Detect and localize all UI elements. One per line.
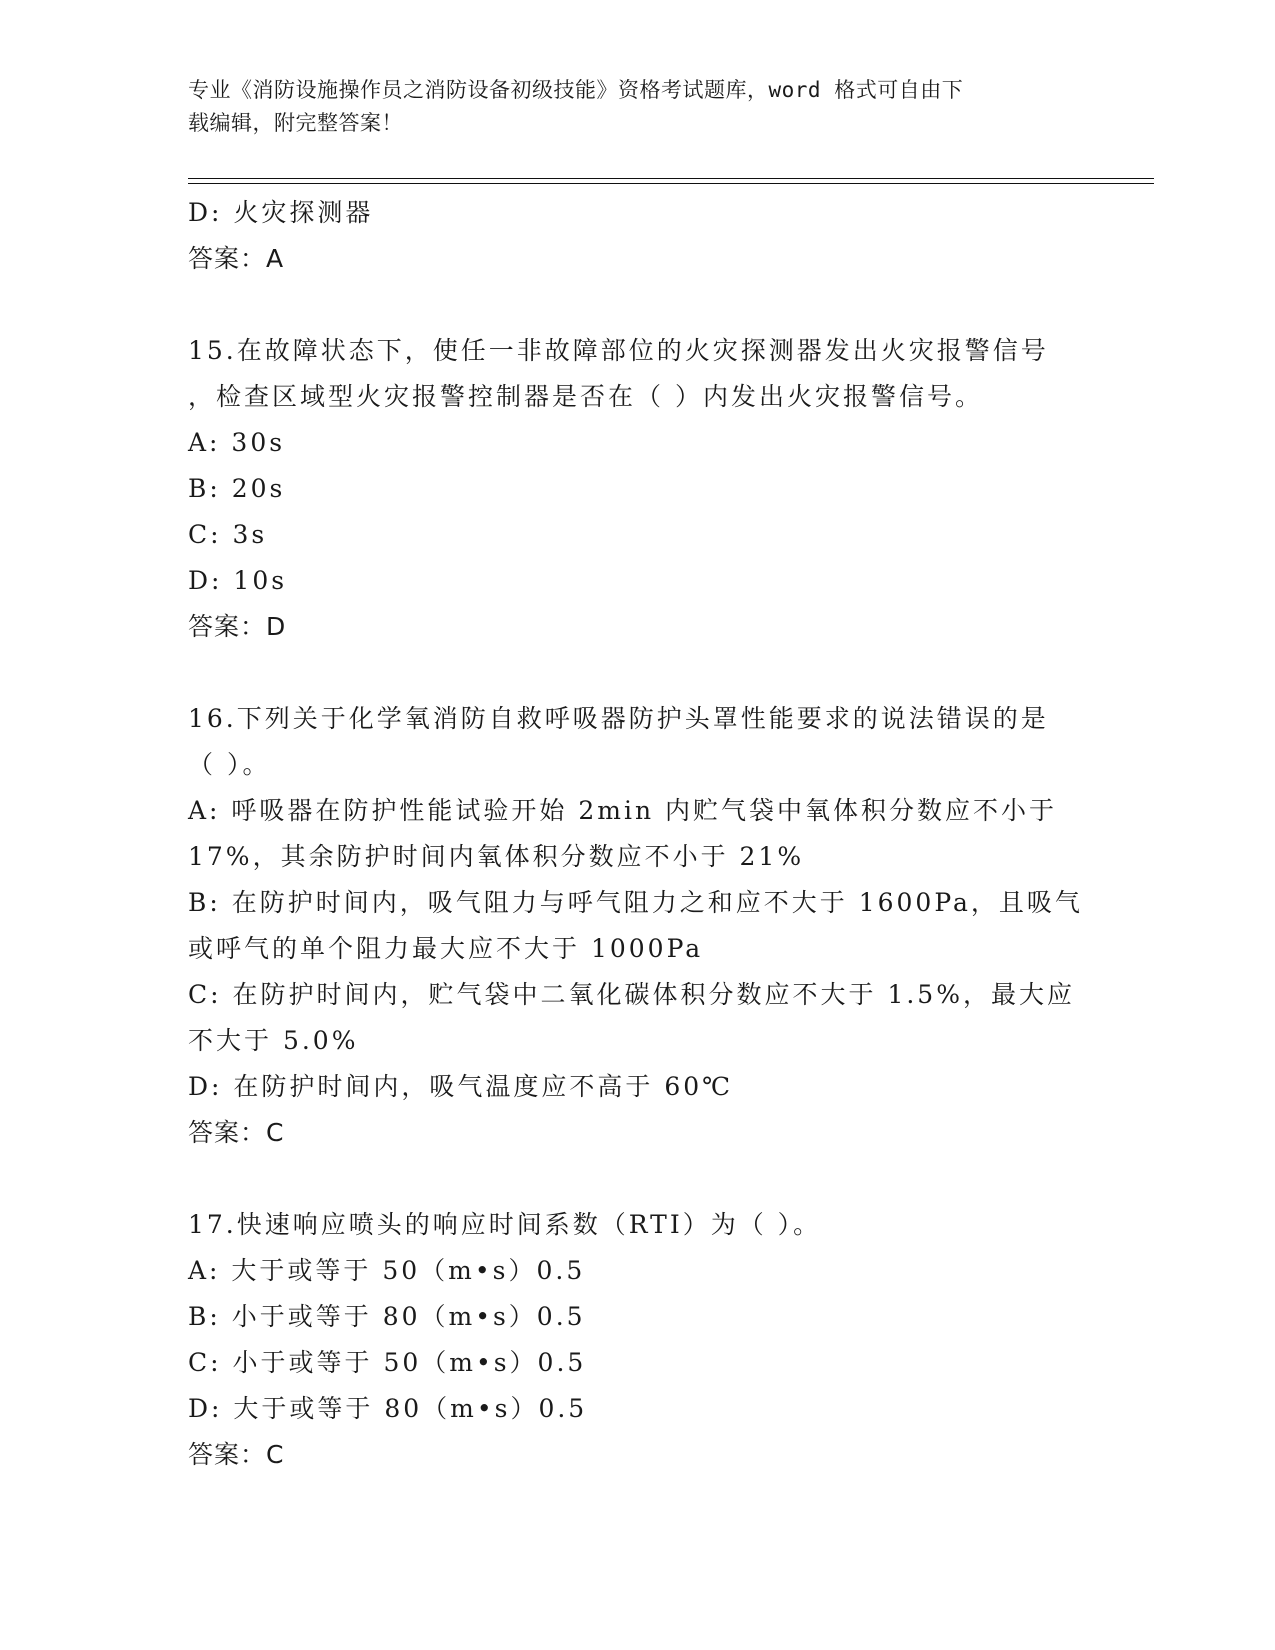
q17-stem-line-1: 17.快速响应喷头的响应时间系数（RTI）为（ ）。 (188, 1210, 822, 1239)
q16-option-c-line-1: C: 在防护时间内，贮气袋中二氧化碳体积分数应不大于 1.5%，最大应 (188, 980, 1075, 1009)
q15-stem-line-1: 15.在故障状态下，使任一非故障部位的火灾探测器发出火灾报警信号 (188, 336, 1049, 365)
q17-option-a: A: 大于或等于 50（m•s）0.5 (188, 1256, 586, 1285)
q16-option-a-line-2: 17%，其余防护时间内氧体积分数应不小于 21% (188, 842, 805, 871)
q16-option-b-line-2: 或呼气的单个阻力最大应不大于 1000Pa (188, 934, 704, 963)
header-line-1: 专业《消防设施操作员之消防设备初级技能》资格考试题库，word 格式可自由下 (188, 78, 964, 102)
q15-answer: 答案：D (188, 612, 287, 641)
q15-option-d: D: 10s (188, 566, 288, 595)
question-17 (188, 1202, 1088, 1478)
q17-option-b: B: 小于或等于 80（m•s）0.5 (188, 1302, 586, 1331)
q16-stem-line-1: 16.下列关于化学氧消防自救呼吸器防护头罩性能要求的说法错误的是 (188, 704, 1049, 733)
prev-answer: 答案：A (188, 244, 285, 273)
q17-answer: 答案：C (188, 1440, 285, 1469)
q16-option-a-line-1: A: 呼吸器在防护性能试验开始 2min 内贮气袋中氧体积分数应不小于 (188, 796, 1058, 825)
q16-option-b-line-1: B: 在防护时间内，吸气阻力与呼气阻力之和应不大于 1600Pa，且吸气 (188, 888, 1083, 917)
question-15 (188, 328, 1088, 650)
q15-option-c: C: 3s (188, 520, 268, 549)
question-gap (188, 282, 1088, 328)
question-gap (188, 650, 1088, 696)
q16-stem-line-2: （ ）。 (188, 750, 271, 779)
header-line-2: 载编辑，附完整答案！ (188, 111, 403, 135)
q15-stem-line-2: ，检查区域型火灾报警控制器是否在（ ）内发出火灾报警信号。 (188, 382, 983, 411)
q17-option-d: D: 大于或等于 80（m•s）0.5 (188, 1394, 588, 1423)
q15-option-b: B: 20s (188, 474, 286, 503)
q16-answer: 答案：C (188, 1118, 285, 1147)
q17-option-c: C: 小于或等于 50（m•s）0.5 (188, 1348, 587, 1377)
question-list (188, 190, 1088, 1478)
prev-option-d: D: 火灾探测器 (188, 198, 374, 227)
q16-option-d: D: 在防护时间内，吸气温度应不高于 60℃ (188, 1072, 734, 1101)
question-16 (188, 696, 1088, 1156)
header-divider-top (188, 178, 1154, 179)
q16-option-c-line-2: 不大于 5.0% (188, 1026, 359, 1055)
header-divider-bottom (188, 183, 1154, 184)
question-gap (188, 1156, 1088, 1202)
document-header (188, 74, 1088, 140)
q15-option-a: A: 30s (188, 428, 286, 457)
